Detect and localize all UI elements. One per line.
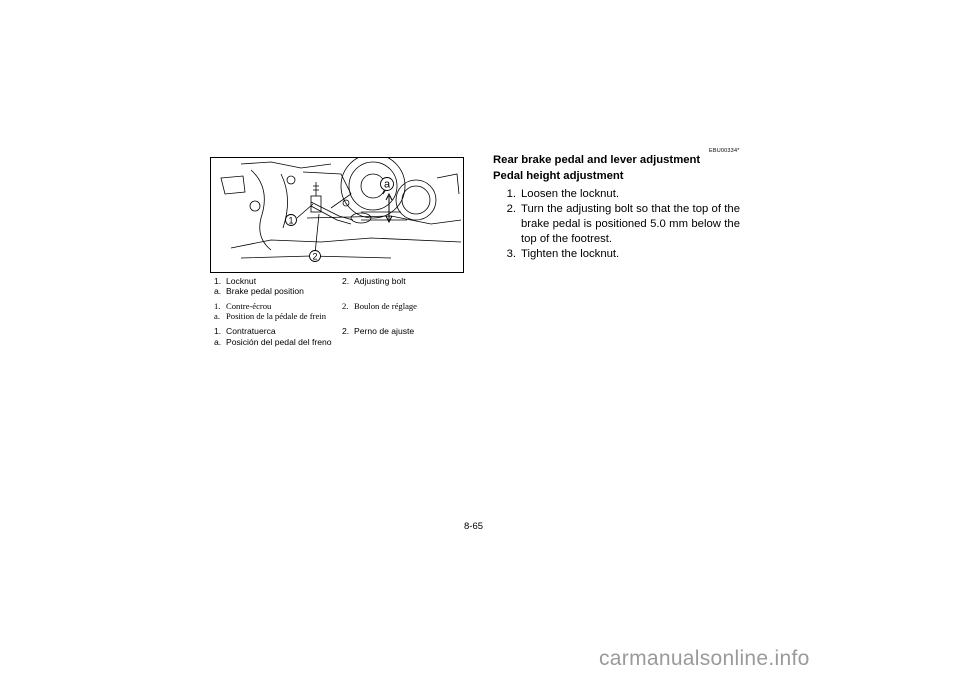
caption-es-item-a-text: Posición del pedal del freno (226, 337, 332, 347)
caption-fr-item-2 (342, 301, 417, 312)
procedure-step (493, 247, 740, 262)
brake-pedal-illustration (210, 157, 464, 273)
watermark: carmanualsonline.info (599, 647, 810, 670)
caption-es-item-2 (342, 326, 414, 337)
callout-2-label: 2 (312, 251, 318, 262)
caption-fr-item-a (214, 311, 326, 322)
caption-en-item-1-num: 1. (214, 276, 222, 286)
caption-en-item-1 (214, 276, 256, 287)
caption-es-item-a-num: a. (214, 337, 222, 347)
caption-fr-item-1-text: Contre-écrou (226, 301, 272, 311)
step-text: Loosen the locknut. (521, 188, 619, 200)
caption-es-item-a (214, 337, 332, 348)
caption-en-item-a-num: a. (214, 286, 222, 296)
caption-es-item-1 (214, 326, 276, 337)
step-number: 1. (506, 188, 516, 200)
caption-fr-item-1 (214, 301, 271, 312)
brake-pedal-drawing (211, 158, 463, 272)
step-text: Tighten the locknut. (521, 247, 620, 260)
step-text: Turn the adjusting bolt so that the top of the brake pedal is positioned 5.0 mm below the top of the footrest. (521, 202, 740, 245)
caption-en-item-a (214, 286, 304, 297)
procedure-step (493, 202, 740, 247)
caption-fr-item-a-text: Position de la pédale de frein (226, 311, 326, 321)
caption-en-item-2-text: Adjusting bolt (354, 276, 406, 286)
caption-en-item-2 (342, 276, 406, 287)
procedure-step (493, 187, 740, 202)
caption-en-item-1-text: Locknut (226, 276, 257, 286)
caption-es-item-1-text: Contratuerca (226, 326, 276, 336)
caption-es-item-1-num: 1. (214, 326, 222, 336)
page-number: 8-65 (464, 521, 484, 532)
caption-es-item-2-num: 2. (342, 326, 350, 336)
subsection-heading: Pedal height adjustment (493, 170, 624, 182)
callout-a-label: a (383, 178, 391, 191)
caption-fr-item-2-num: 2. (342, 301, 349, 311)
procedure-steps (493, 187, 740, 262)
section-heading: Rear brake pedal and lever adjustment (493, 154, 701, 166)
callout-1-label: 1 (288, 215, 294, 226)
caption-fr-item-a-num: a. (214, 311, 220, 321)
caption-es-item-2-text: Perno de ajuste (354, 326, 415, 336)
caption-fr-item-1-num: 1. (214, 301, 221, 311)
caption-fr-item-2-text: Boulon de réglage (354, 301, 418, 311)
caption-en-item-2-num: 2. (342, 276, 350, 286)
step-number: 2. (506, 202, 516, 215)
caption-en-item-a-text: Brake pedal position (226, 286, 304, 296)
step-number: 3. (506, 247, 516, 260)
section-code: EBU00334* (709, 148, 740, 154)
